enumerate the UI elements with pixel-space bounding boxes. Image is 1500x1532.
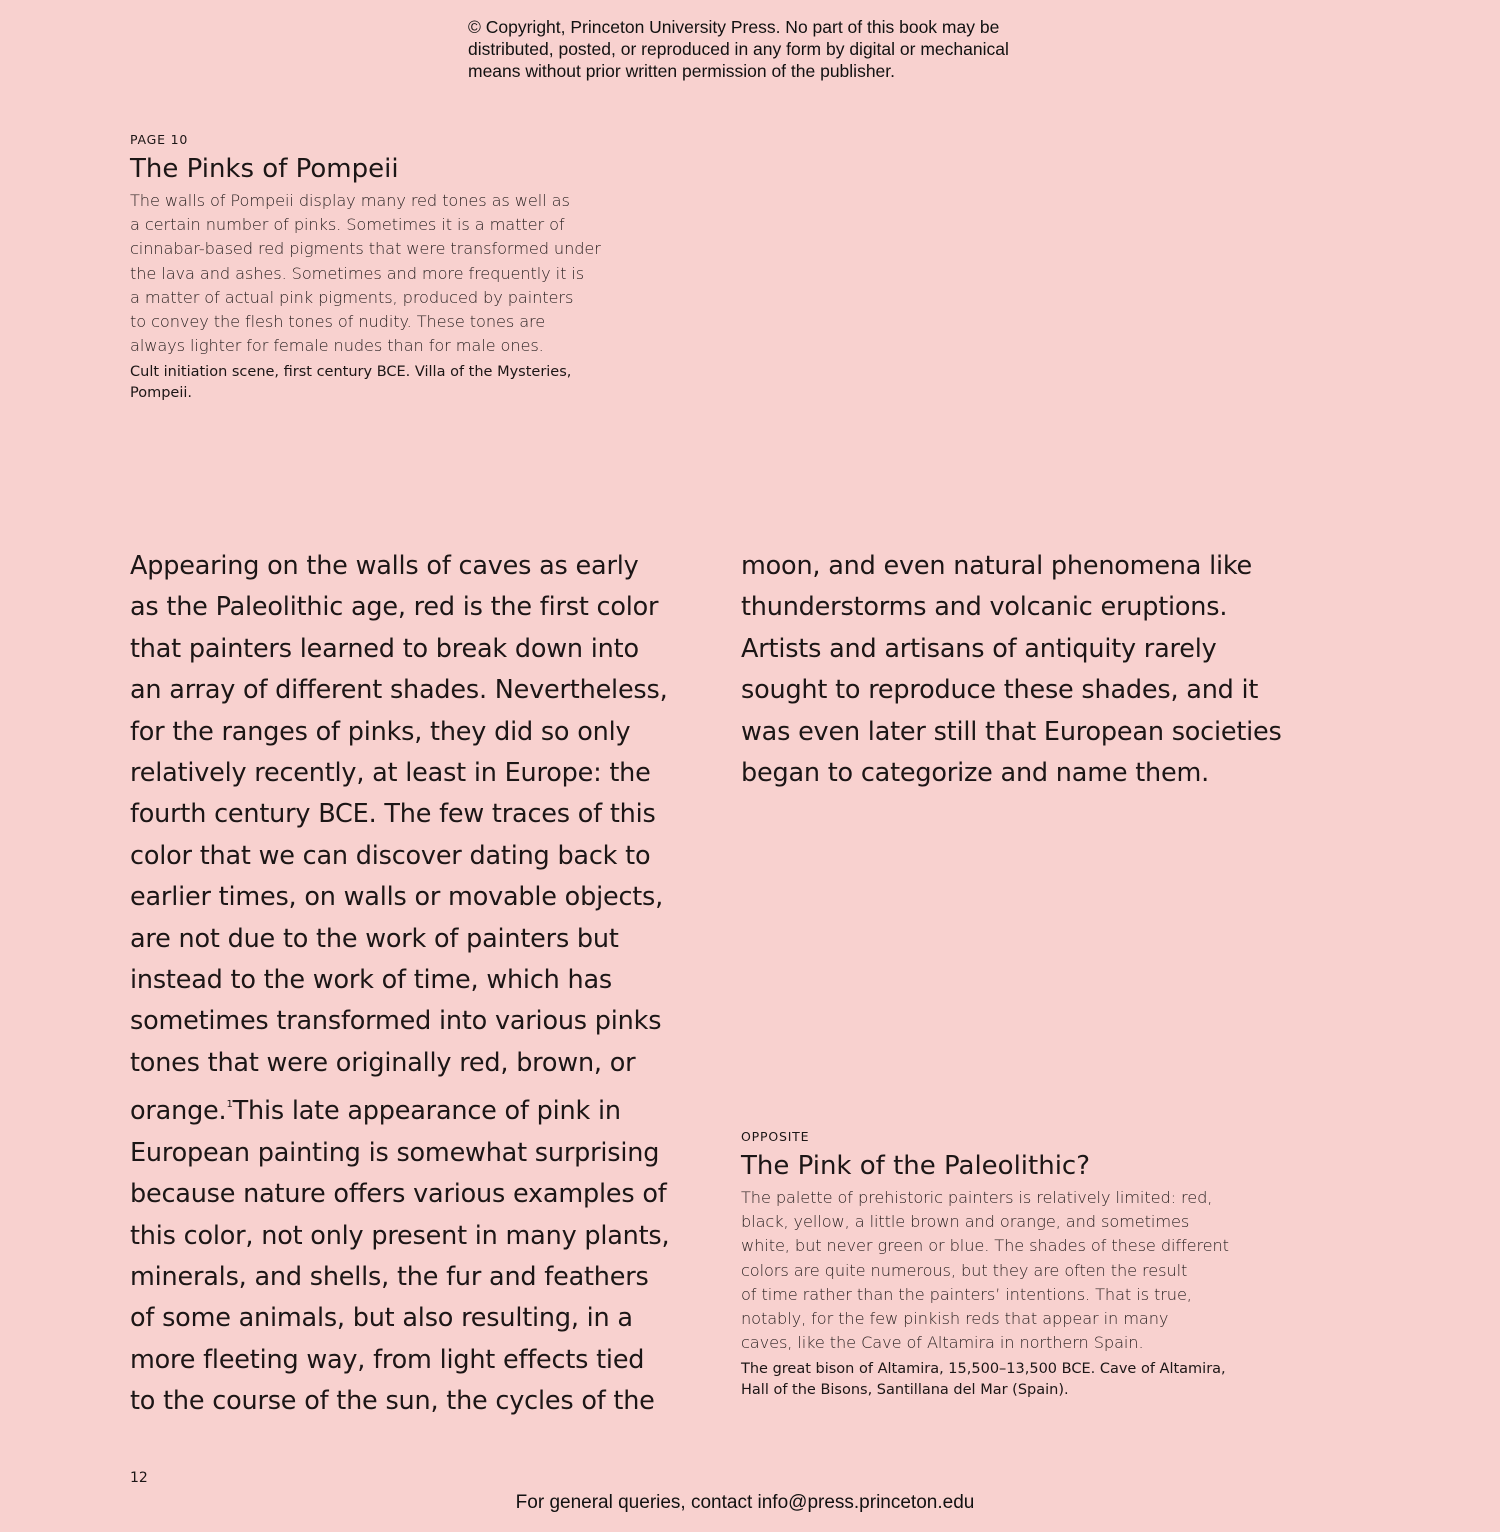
text-line-content: cinnabar-based red pigments that were transformed under: [130, 239, 601, 259]
text-line: [741, 670, 1282, 711]
text-line: [468, 60, 1009, 82]
image-credit: [741, 1359, 1301, 1401]
text-line: [130, 919, 669, 960]
text-line-content: tones that were originally red, brown, or: [130, 1047, 636, 1078]
text-line: [130, 213, 690, 237]
body-text-left-column: [130, 546, 669, 1423]
text-line-content: This late appearance of pink in: [232, 1096, 621, 1127]
text-line-content: notably, for the few pinkish reds that appear in many: [741, 1309, 1169, 1329]
copyright-notice: [468, 16, 1009, 82]
text-line-content: of some animals, but also resulting, in a: [130, 1303, 633, 1334]
text-line-content: © Copyright, Princeton University Press. No part of this book may be: [468, 17, 1000, 37]
text-line-content: Appearing on the walls of caves as early: [130, 551, 639, 581]
image-credit: [130, 362, 690, 404]
text-line: [741, 1380, 1301, 1401]
text-line: [130, 1298, 669, 1339]
text-line-content: colors are quite numerous, but they are often the result: [741, 1260, 1188, 1280]
text-line: [130, 836, 669, 877]
text-line: [130, 794, 669, 835]
text-line: [130, 189, 690, 213]
text-line-content: sometimes transformed into various pinks: [130, 1006, 662, 1037]
text-line-content: moon, and even natural phenomena like: [741, 551, 1253, 581]
text-line-content: minerals, and shells, the fur and feathers: [130, 1261, 649, 1292]
text-line-content: thunderstorms and volcanic eruptions.: [741, 592, 1228, 623]
text-line: [130, 670, 669, 711]
sidebar-label: OPPOSITE: [741, 1129, 810, 1144]
text-line: [130, 1340, 669, 1381]
text-line-content: as the Paleolithic age, red is the first color: [130, 592, 659, 623]
page-number: 12: [130, 1470, 148, 1486]
text-line-content: relatively recently, at least in Europe: the: [130, 758, 651, 789]
text-line-content: The walls of Pompeii display many red tones as well as: [130, 191, 570, 210]
sidebar-heading: The Pink of the Paleolithic?: [741, 1151, 1091, 1181]
text-line: [130, 334, 690, 358]
text-line: [468, 38, 1009, 60]
text-line-content: an array of different shades. Nevertheless,: [130, 675, 668, 706]
footnote-marker[interactable]: 1: [226, 1099, 233, 1111]
text-line-content: because nature offers various examples of: [130, 1179, 667, 1210]
sidebar-caption: [130, 189, 690, 358]
text-line: [130, 383, 690, 404]
text-line-content: Hall of the Bisons, Santillana del Mar (Spain).: [741, 1382, 1069, 1399]
text-line: [741, 1259, 1301, 1283]
text-line: [130, 1257, 669, 1298]
text-line-content: The great bison of Altamira, 15,500–13,500 BCE. Cave of Altamira,: [741, 1361, 1226, 1378]
text-line: [130, 1133, 669, 1174]
text-line-content: a certain number of pinks. Sometimes it is a matter of: [130, 215, 565, 235]
text-line: [130, 262, 690, 286]
text-line: [130, 1216, 669, 1257]
text-line-content: color that we can discover dating back to: [130, 840, 651, 871]
text-line: [130, 753, 669, 794]
text-line-content: this color, not only present in many plants,: [130, 1220, 670, 1251]
text-line-content: always lighter for female nudes than for male ones.: [130, 336, 544, 356]
text-line: [741, 1186, 1301, 1210]
text-line: [468, 16, 1009, 38]
text-line-content: European painting is somewhat surprising: [130, 1137, 660, 1168]
text-line-content: more fleeting way, from light effects tied: [130, 1344, 645, 1375]
text-line-content: to the course of the sun, the cycles of the: [130, 1386, 655, 1417]
text-line-content: distributed, posted, or reproduced in any form by digital or mechanical: [468, 39, 1009, 59]
text-line-content: The palette of prehistoric painters is relatively limited: red,: [741, 1188, 1213, 1207]
text-line-content: caves, like the Cave of Altamira in northern Spain.: [741, 1333, 1144, 1353]
text-line-content: that painters learned to break down into: [130, 633, 639, 664]
text-line: [130, 362, 690, 383]
text-line: [130, 629, 669, 670]
text-line-content: instead to the work of time, which has: [130, 965, 612, 996]
text-line: [130, 960, 669, 1001]
text-line-content: orange.: [130, 1096, 227, 1127]
text-line: [741, 1307, 1301, 1331]
text-line: [130, 877, 669, 918]
text-line-content: sought to reproduce these shades, and it: [741, 675, 1259, 706]
text-line: [741, 587, 1282, 628]
sidebar-paleolithic: [741, 1129, 1301, 1401]
text-line-content: began to categorize and name them.: [741, 758, 1210, 789]
text-line: [130, 1174, 669, 1215]
text-line: [741, 629, 1282, 670]
text-line: [741, 1283, 1301, 1307]
body-text-right-column: [741, 546, 1282, 794]
text-line-content: a matter of actual pink pigments, produced by painters: [130, 287, 574, 307]
text-line: [741, 1359, 1301, 1380]
text-line: [741, 1331, 1301, 1355]
sidebar-caption: [741, 1186, 1301, 1355]
text-line-content: means without prior written permission of the publisher.: [468, 61, 896, 81]
text-line: [741, 712, 1282, 753]
text-line: [130, 546, 669, 587]
sidebar-heading: The Pinks of Pompeii: [130, 154, 399, 184]
text-line: [130, 712, 669, 753]
text-line-content: earlier times, on walls or movable objects,: [130, 882, 664, 913]
text-line: [130, 1043, 669, 1084]
text-line-content: to convey the flesh tones of nudity. These tones are: [130, 312, 546, 332]
text-line-content: Pompeii.: [130, 385, 193, 402]
text-line: [130, 286, 690, 310]
text-line: [130, 237, 690, 261]
text-line-content: fourth century BCE. The few traces of this: [130, 799, 656, 830]
text-line: [130, 1381, 669, 1422]
text-line: [741, 546, 1282, 587]
text-line: [130, 1084, 669, 1132]
text-line: [741, 1210, 1301, 1234]
text-line-content: white, but never green or blue. The shades of these different: [741, 1236, 1229, 1256]
text-line-content: for the ranges of pinks, they did so only: [130, 716, 631, 747]
text-line-content: of time rather than the painters’ intentions. That is true,: [741, 1284, 1192, 1304]
text-line: [130, 587, 669, 628]
text-line: [741, 753, 1282, 794]
text-line: [741, 1234, 1301, 1258]
footer-contact: For general queries, contact info@press.princeton.edu: [515, 1492, 975, 1513]
text-line-content: are not due to the work of painters but: [130, 923, 619, 954]
text-line: [130, 1001, 669, 1042]
sidebar-pompeii: [130, 132, 690, 404]
text-line-content: the lava and ashes. Sometimes and more frequently it is: [130, 263, 585, 283]
text-line-content: was even later still that European societies: [741, 716, 1282, 747]
text-line-content: Artists and artisans of antiquity rarely: [741, 633, 1217, 664]
text-line-content: Cult initiation scene, first century BCE. Villa of the Mysteries,: [130, 364, 572, 381]
text-line: [130, 310, 690, 334]
text-line-content: black, yellow, a little brown and orange, and sometimes: [741, 1212, 1190, 1232]
sidebar-label: PAGE 10: [130, 132, 189, 147]
